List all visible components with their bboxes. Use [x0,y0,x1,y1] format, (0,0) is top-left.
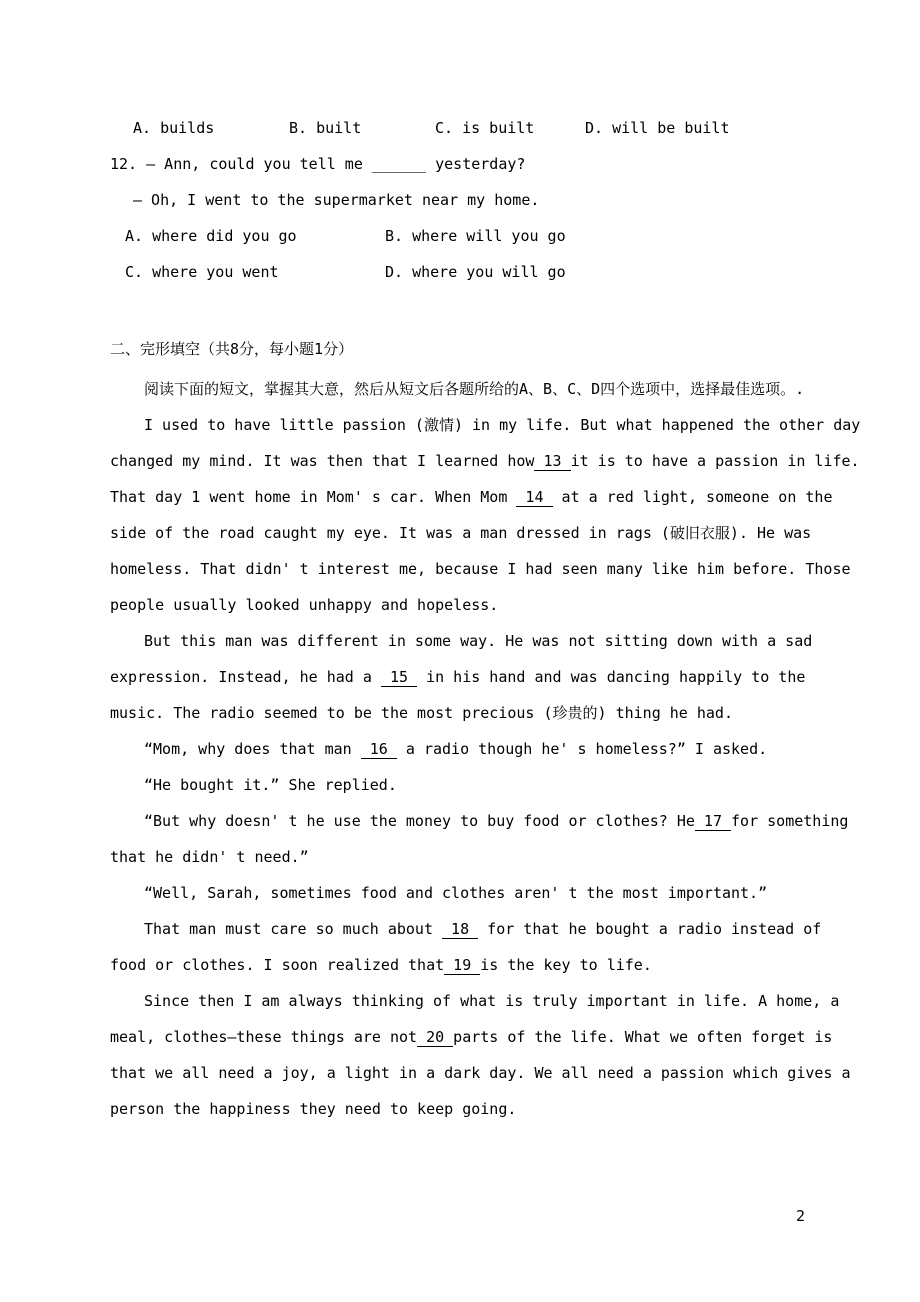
cloze-blank: 16 [360,740,397,758]
question-12-option-b: B. where will you go [385,227,566,245]
passage-paragraph: “But why doesn' t he use the money to buy food or clothes? He 17 for something that he didn' t need.” [110,812,858,866]
cloze-blank: 14 [516,488,553,506]
passage-paragraph: I used to have little passion (激情) in my life. But what happened the other day changed my mind. It was then that I learned how 13 it is to have a passion in life. [110,416,870,470]
question-11-option-d: D. will be built [585,119,730,137]
question-11-option-b: B. built [289,119,362,137]
passage-paragraph: “He bought it.” She replied. [144,776,397,794]
passage-paragraph: Since then I am always thinking of what is truly important in life. A home, a meal, clothes—these things are not 20 parts of the life. What we often forget is that we all need a joy, a light in a dark day. We all need a passion which gives a person the happiness they need to keep going. [110,992,860,1118]
passage-paragraph: “Well, Sarah, sometimes food and clothes aren' t the most important.” [144,884,768,902]
cloze-blank: 17 [694,812,732,830]
page-number: 2 [796,1207,806,1225]
section-instructions: 阅读下面的短文，掌握其大意，然后从短文后各题所给的A、B、C、D四个选项中，选择最佳选项。. [144,380,805,398]
section-heading: 二、完形填空（共8分，每小题1分） [110,340,354,358]
question-11-options [110,110,864,146]
cloze-passage [110,407,870,1127]
passage-paragraph: “Mom, why does that man 16 a radio though he' s homeless?” I asked. [144,740,768,758]
passage-paragraph: But this man was different in some way. He was not sitting down with a sad expression. Instead, he had a 15 in his hand and was dancing happily to the music. The radio seemed to be the most precious (珍贵的) thing he had. [110,632,822,722]
question-11-option-c: C. is built [435,119,535,137]
passage-paragraph: That day 1 went home in Mom' s car. When Mom 14 at a red light, someone on the side of the road caught my eye. It was a man dressed in rags (破旧衣服). He was homeless. That didn' t interest me, because I had seen many like him before. Those people usually looked unhappy and hopeless. [110,488,860,614]
question-12-options [110,218,864,290]
question-12-stem: 12. — Ann, could you tell me ______ yesterday? [110,155,526,173]
cloze-blank: 19 [444,956,481,974]
question-12-option-c: C. where you went [125,263,279,281]
passage-paragraph: That man must care so much about 18 for that he bought a radio instead of food or clothes. I soon realized that 19 is the key to life. [110,920,831,974]
question-12-option-a: A. where did you go [125,227,297,245]
question-12-reply: — Oh, I went to the supermarket near my home. [133,191,540,209]
cloze-blank: 20 [417,1028,454,1046]
cloze-blank: 13 [534,452,571,470]
question-12-option-d: D. where you will go [385,263,566,281]
cloze-blank: 15 [380,668,418,686]
cloze-blank: 18 [442,920,479,938]
question-11-option-a: A. builds [133,119,215,137]
